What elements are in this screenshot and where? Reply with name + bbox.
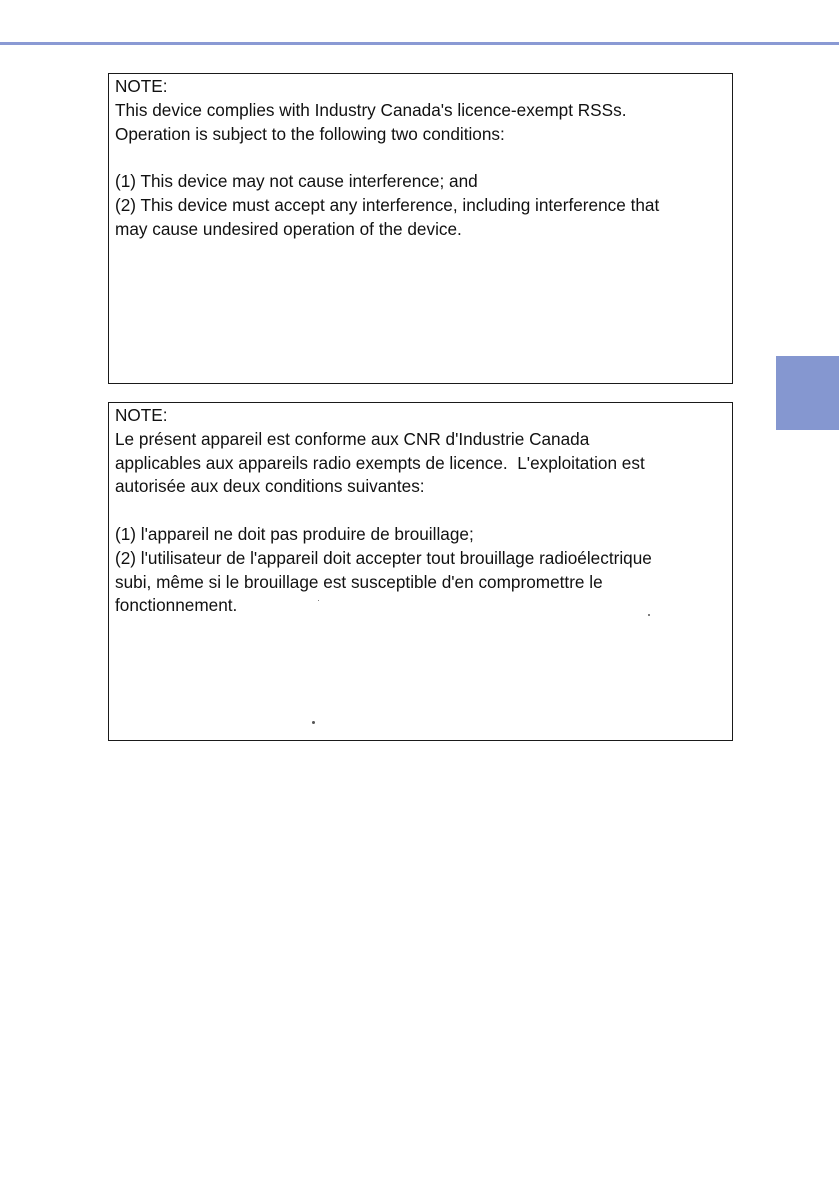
note-heading: NOTE:: [115, 405, 168, 425]
note-condition-line: (2) l'utilisateur de l'appareil doit accepter tout brouillage radioélectrique: [115, 547, 652, 568]
note-condition-line: subi, même si le brouillage est susceptible d'en compromettre le: [115, 571, 603, 592]
note-condition-line: may cause undesired operation of the device.: [115, 218, 462, 239]
scan-speck: [318, 600, 319, 601]
note-intro-line: applicables aux appareils radio exempts de licence. L'exploitation est: [115, 452, 645, 473]
paragraph-gap: [115, 499, 732, 523]
paragraph-gap: [115, 146, 732, 170]
section-tab: [776, 356, 839, 430]
header-rule: [0, 42, 839, 45]
scan-speck: [648, 614, 650, 616]
note-intro-line: autorisée aux deux conditions suivantes:: [115, 476, 425, 497]
note-intro-line: This device complies with Industry Canada's licence-exempt RSSs.: [115, 99, 627, 120]
note-condition-line: (2) This device must accept any interference, including interference that: [115, 194, 660, 215]
note-condition-line: (1) This device may not cause interference; and: [115, 171, 478, 192]
note-box-french: [108, 402, 733, 741]
note-intro-line: Operation is subject to the following two conditions:: [115, 123, 505, 144]
note-heading: NOTE:: [115, 76, 168, 96]
note-condition-line: fonctionnement.: [115, 595, 238, 616]
note-intro-line: Le présent appareil est conforme aux CNR d'Industrie Canada: [115, 428, 590, 449]
note-condition-line: (1) l'appareil ne doit pas produire de brouillage;: [115, 523, 474, 544]
note-box-english: [108, 73, 733, 384]
scan-speck: [312, 721, 315, 724]
